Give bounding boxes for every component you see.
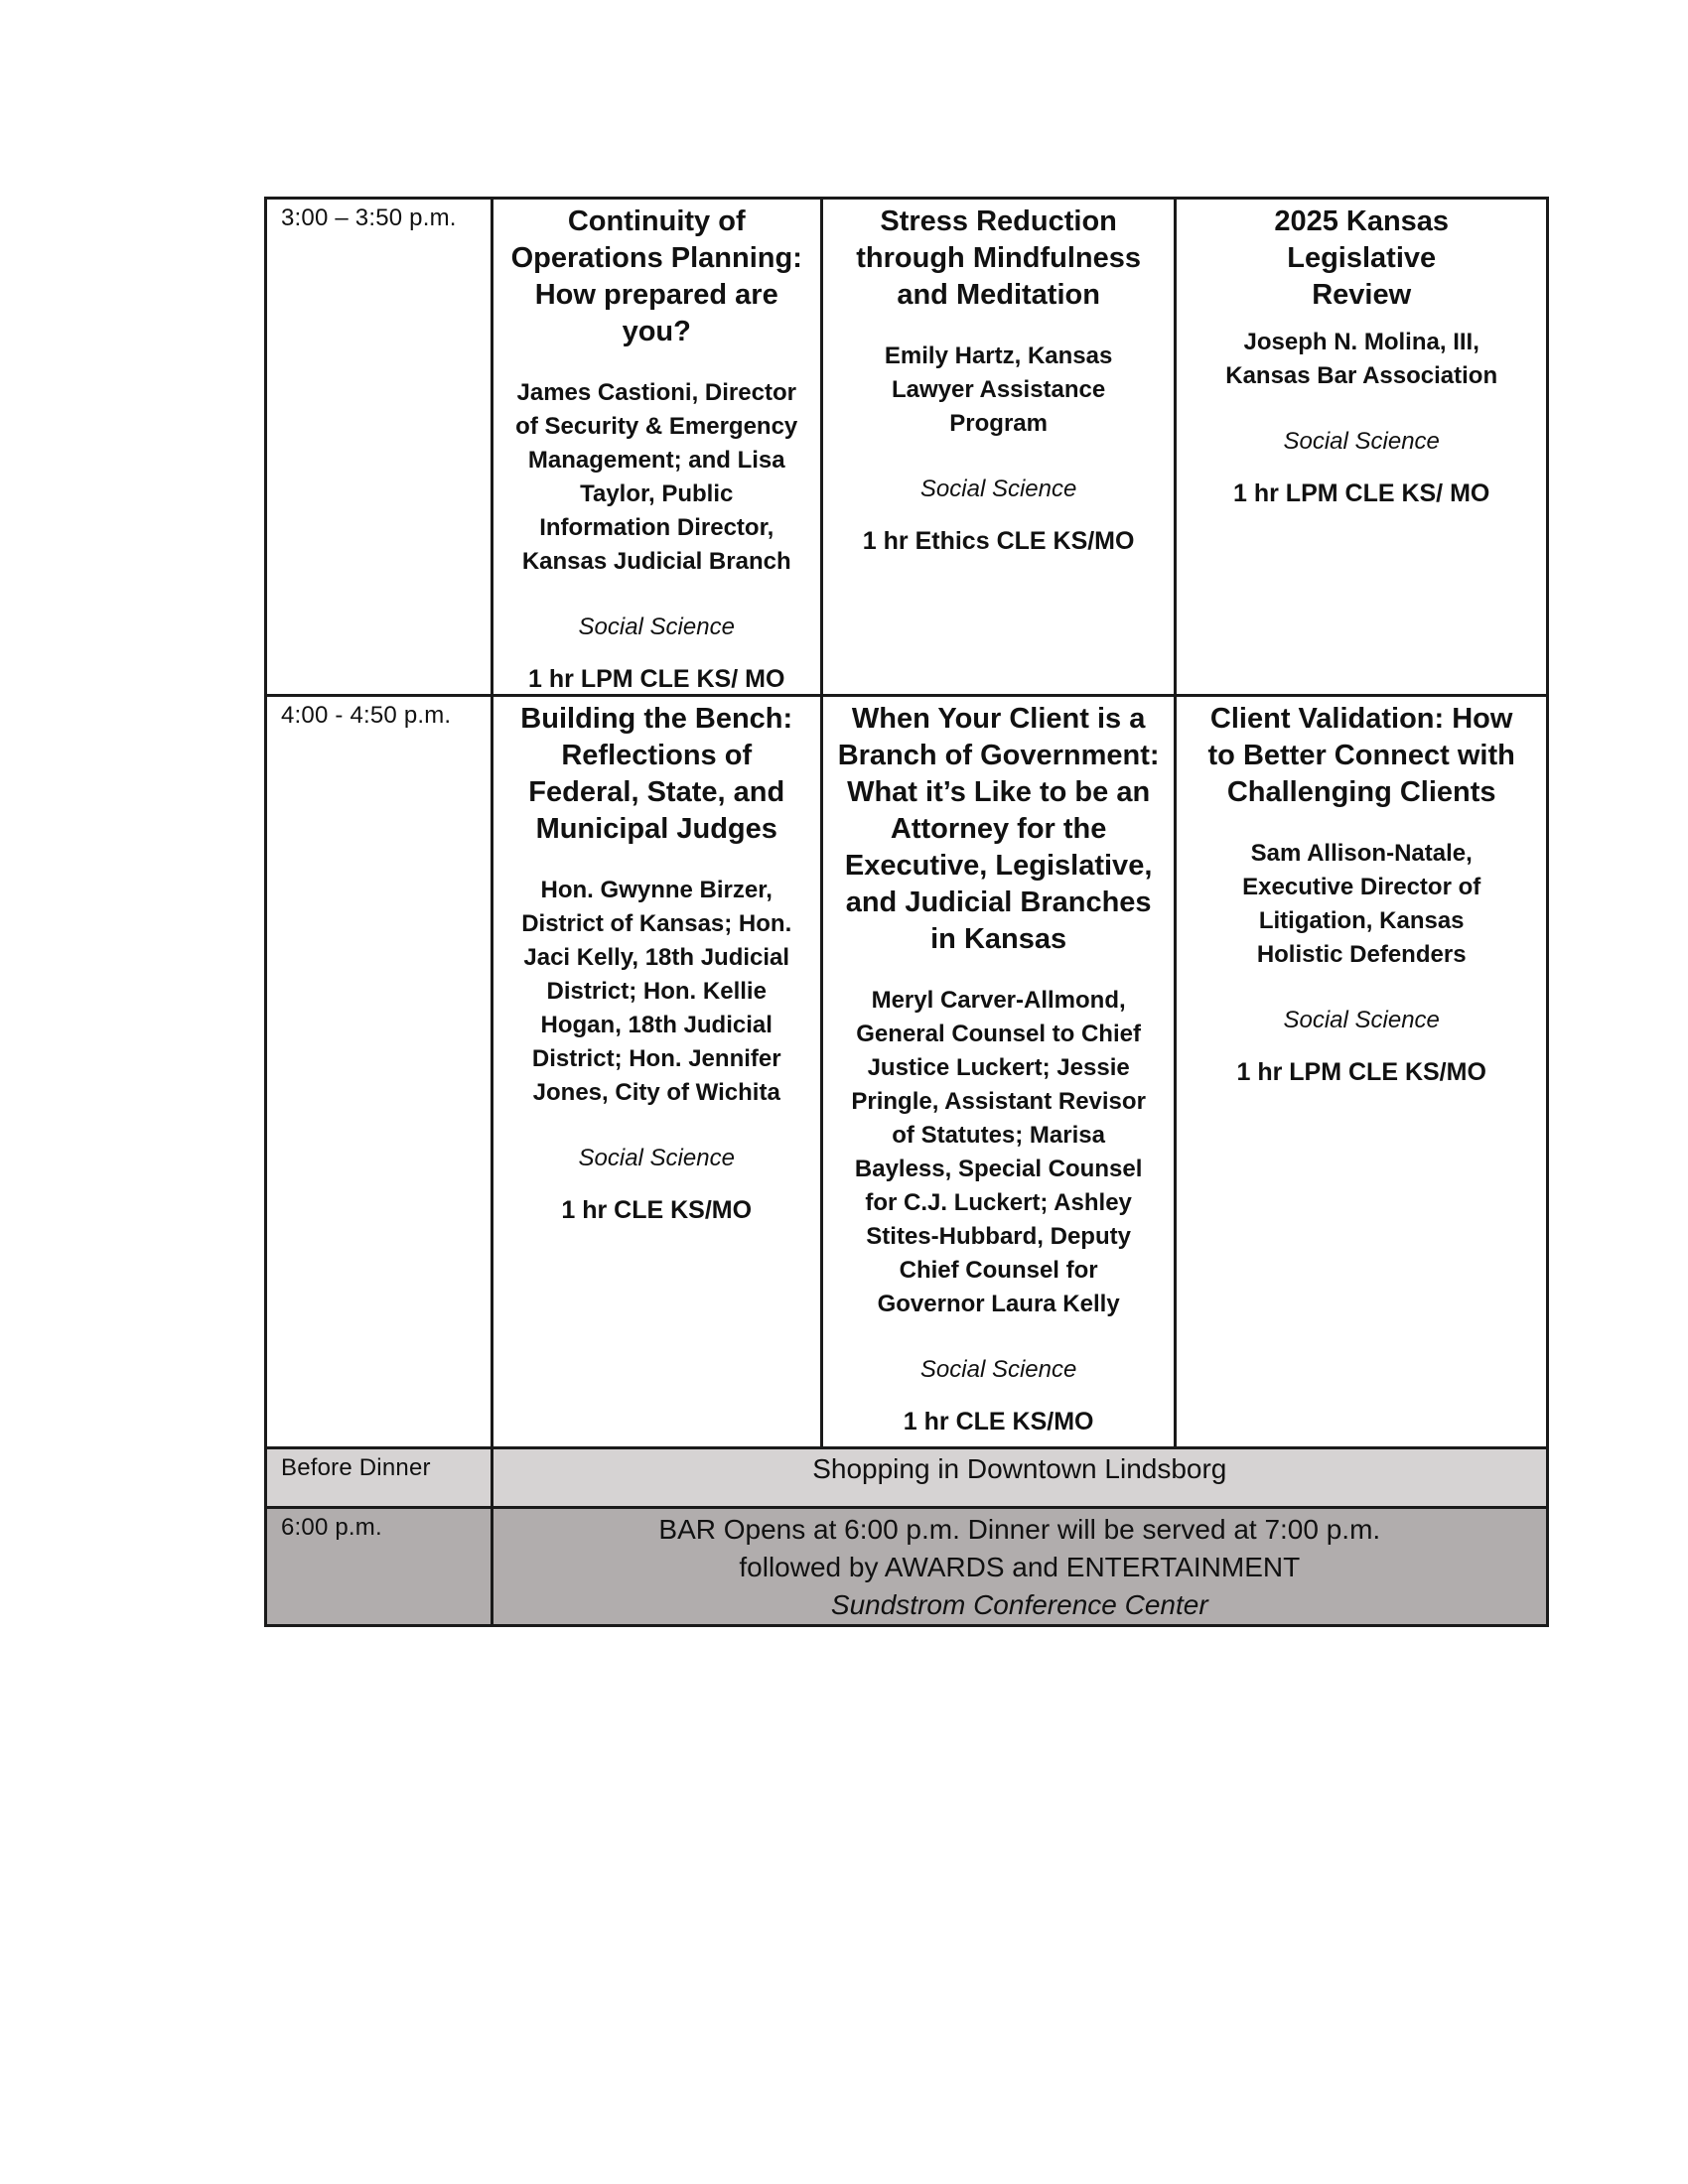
session-speakers: James Castioni, Director of Security & Emergency Management; and Lisa Taylor, Public Information Director, Kansas Judicial Branch [515, 379, 798, 575]
time-slot: Before Dinner [266, 1448, 492, 1508]
session-title: Building the Bench: Reflections of Federal, State, and Municipal Judges [520, 703, 793, 845]
session-title: When Your Client is a Branch of Government: What it’s Like to be an Attorney for the Executive, Legislative, and Judicial Branches in Kansas [837, 703, 1160, 955]
session-speakers: Joseph N. Molina, III, Kansas Bar Association [1225, 329, 1498, 389]
session-cell [821, 199, 1175, 696]
time-slot: 6:00 p.m. [266, 1508, 492, 1626]
schedule-table [264, 197, 1549, 1627]
session-credit: 1 hr Ethics CLE KS/MO [862, 527, 1135, 555]
dinner-venue: Sundstrom Conference Center [830, 1589, 1208, 1620]
time-slot: 3:00 – 3:50 p.m. [266, 199, 492, 696]
schedule-row-3pm [266, 199, 1548, 696]
dinner-line-1: BAR Opens at 6:00 p.m. Dinner will be served at 7:00 p.m. [658, 1514, 1381, 1545]
session-title: Stress Reduction through Mindfulness and Meditation [856, 205, 1141, 311]
session-category: Social Science [919, 1356, 1077, 1383]
session-title: 2025 Kansas Legislative Review [1274, 205, 1450, 311]
session-title: Client Validation: How to Better Connect with Challenging Clients [1207, 703, 1515, 808]
schedule-row-dinner [266, 1508, 1548, 1626]
shopping-event: Shopping in Downtown Lindsborg [492, 1448, 1547, 1508]
session-cell [492, 199, 821, 696]
session-cell [821, 696, 1175, 1448]
session-credit: 1 hr LPM CLE KS/MO [1236, 1058, 1486, 1086]
session-category: Social Science [578, 1145, 735, 1171]
session-credit: 1 hr CLE KS/MO [561, 1196, 753, 1224]
session-speakers: Emily Hartz, Kansas Lawyer Assistance Program [884, 342, 1113, 437]
session-credit: 1 hr CLE KS/MO [903, 1408, 1094, 1435]
session-speakers: Meryl Carver-Allmond, General Counsel to Chief Justice Luckert; Jessie Pringle, Assistant Revisor of Statutes; Marisa Bayless, Special Counsel for C.J. Luckert; Ashley Stites-Hubbard, Deputy Chief Counsel for Governor Laura Kelly [851, 987, 1146, 1317]
dinner-line-2: followed by AWARDS and ENTERTAINMENT [739, 1552, 1301, 1582]
session-category: Social Science [919, 476, 1077, 502]
session-category: Social Science [1283, 428, 1440, 455]
session-cell [1176, 696, 1548, 1448]
session-credit: 1 hr LPM CLE KS/ MO [1233, 479, 1490, 507]
session-category: Social Science [1283, 1007, 1440, 1033]
session-category: Social Science [578, 614, 735, 640]
session-cell [1176, 199, 1548, 696]
session-title: Continuity of Operations Planning: How prepared are you? [510, 205, 802, 347]
schedule-row-before-dinner [266, 1448, 1548, 1508]
time-slot: 4:00 - 4:50 p.m. [266, 696, 492, 1448]
session-cell [492, 696, 821, 1448]
session-credit: 1 hr LPM CLE KS/ MO [528, 665, 785, 693]
session-speakers: Hon. Gwynne Birzer, District of Kansas; Hon. Jaci Kelly, 18th Judicial District; Hon. Kellie Hogan, 18th Judicial District; Hon. Jennifer Jones, City of Wichita [521, 877, 792, 1106]
session-speakers: Sam Allison-Natale, Executive Director of Litigation, Kansas Holistic Defenders [1242, 840, 1481, 968]
dinner-event [492, 1508, 1547, 1626]
schedule-row-4pm [266, 696, 1548, 1448]
